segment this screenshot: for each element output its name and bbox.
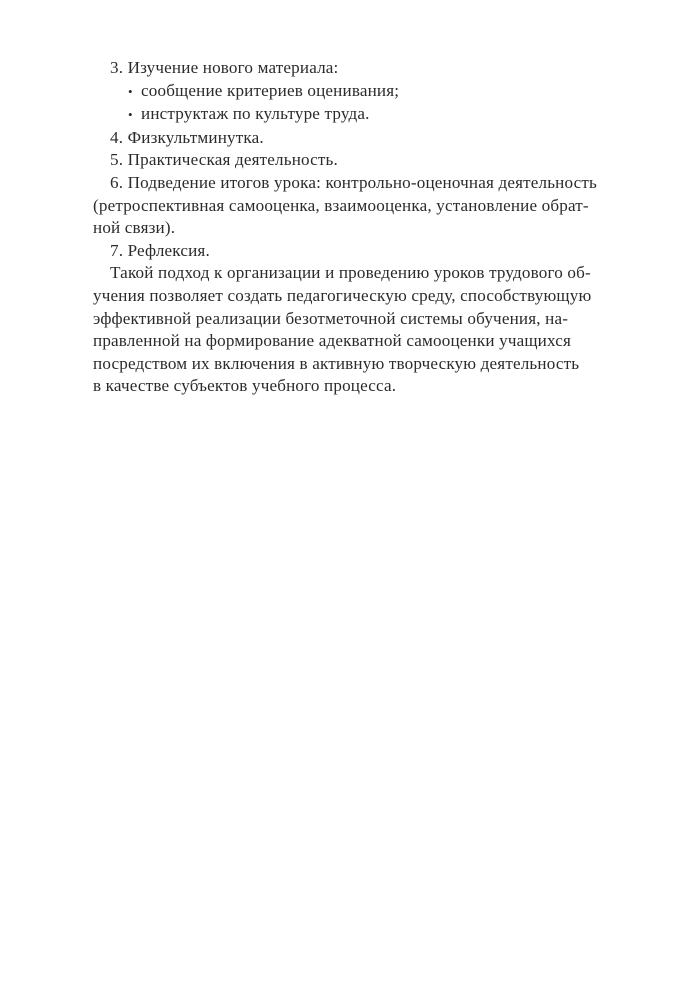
paragraph-line-4: правленной на формирование адекватной самооценки учащихся bbox=[93, 331, 572, 351]
list-item-6-line-2: (ретроспективная самооценка, взаимооценка, установление обрат- bbox=[93, 195, 589, 215]
paragraph-line-6: в качестве субъектов учебного процесса. bbox=[93, 376, 397, 396]
list-item-3: 3. Изучение нового материала: bbox=[110, 58, 339, 77]
text-body bbox=[93, 57, 656, 398]
list-item-5: 5. Практическая деятельность. bbox=[110, 150, 338, 170]
paragraph-line-5: посредством их включения в активную творческую деятельность bbox=[93, 353, 580, 373]
paragraph-line-2: учения позволяет создать педагогическую среду, способствующую bbox=[93, 285, 592, 305]
list-item-6-line-3: ной связи). bbox=[93, 218, 176, 238]
paragraph-line-1: Такой подход к организации и проведению уроков трудового об- bbox=[110, 263, 591, 283]
bullet-item-2-label: инструктаж по культуре труда. bbox=[141, 104, 370, 124]
bullet-item-1-label: сообщение критериев оценивания; bbox=[141, 80, 400, 100]
bullet-icon: • bbox=[128, 83, 133, 99]
bullet-item-2 bbox=[93, 103, 656, 127]
list-item-6-line-1: 6. Подведение итогов урока: контрольно-оценочная деятельность bbox=[110, 172, 598, 192]
closing-paragraph bbox=[93, 262, 656, 398]
list-item-4: 4. Физкультминутка. bbox=[110, 127, 264, 147]
bullet-item-1 bbox=[93, 80, 656, 104]
bullet-icon: • bbox=[128, 107, 133, 123]
paragraph-line-3: эффективной реализации безотметочной системы обучения, на- bbox=[93, 308, 569, 328]
list-item-7: 7. Рефлексия. bbox=[110, 240, 210, 260]
